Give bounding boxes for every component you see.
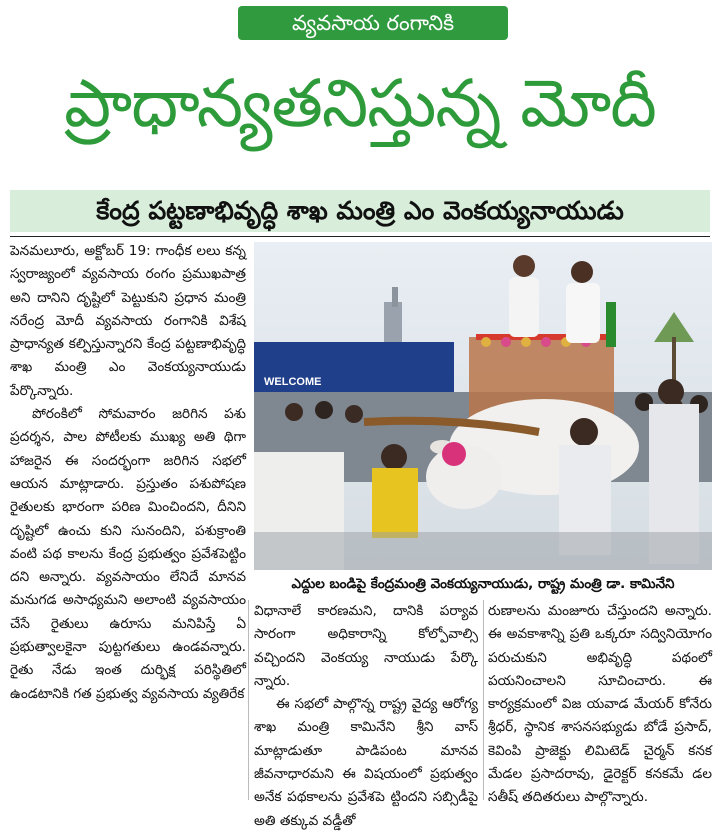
photo-caption: ఎద్దుల బండిపై కేంద్రమంత్రి వెంకయ్యనాయుడు, రాష్ట్ర మంత్రి డా. కామినేని	[291, 576, 675, 592]
article-column-3	[488, 600, 712, 810]
article-column-1	[10, 240, 246, 706]
subheadline: కేంద్ర పట్టణాభివృద్ధి శాఖ మంత్రి ఎం వెంకయ్యనాయుడు	[96, 196, 624, 225]
article-column-2	[254, 600, 478, 833]
column1-paragraph1: పెనమలూరు, అక్టోబర్ 19: గాంధీక లలు కన్న స్వరాజ్యంలో వ్యవసాయ రంగం ప్రముఖపాత్ర అని దానిని దృష్టిలో పెట్టుకుని ప్రధాన మంత్రి నరేంద్ర మోదీ వ్యవసాయ రంగానికి విశేష ప్రాధాన్యత కల్పిస్తున్నారని కేంద్ర పట్టణాభివృద్ధి శాఖ మంత్రి ఎం వెంకయ్యనాయుడు పేర్కొన్నారు.	[10, 243, 246, 399]
column2-paragraph1: విధానాలే కారణమని, దానికి పర్యావ సారంగా అధికారాన్ని కోల్పోవాల్సి వచ్చిందని వెంకయ్య నాయుడు పేర్కొ న్నారు.	[254, 603, 478, 689]
column3-paragraph1: రుణాలను మంజూరు చేస్తుందని అన్నారు. ఈ అవకాశాన్ని ప్రతి ఒక్కరూ సద్వినియోగం పరుచుకుని అభివృద్ధి పథంలో పయనించాలని సూచించారు. ఈ కార్యక్రమంలో విజ యవాడ మేయర్ కోనేరు శ్రీధర్, స్థానిక శాసనసభ్యుడు బోడే ప్రసాద్, కెవింపి ప్రాజెక్టు లిమిటెడ్ చైర్మన్ కనక మేడల ప్రసాదరావు, డైరెక్టర్ కనకమే డల సతీష్ తదితరులు పాల్గొన్నారు.	[488, 603, 712, 806]
section-divider	[10, 236, 710, 237]
kicker-label: వ్యవసాయ రంగానికి	[238, 6, 508, 40]
column-divider	[483, 600, 484, 800]
banner-text: WELCOME	[264, 376, 322, 388]
news-photo	[254, 242, 712, 570]
column2-paragraph2: ఈ సభలో పాల్గొన్న రాష్ట్ర వైద్య ఆరోగ్య శాఖ మంత్రి కామినేని శ్రీని వాస్ మాట్లాడుతూ పాడిపంట మానవ జీవనాధారమని ఈ విషయంలో ప్రభుత్వం అనేక పథకాలను ప్రవేశపె ట్టిందని సబ్సిడీపై అతి తక్కువ వడ్డీతో	[254, 696, 478, 829]
headline: ప్రాధాన్యతనిస్తున్న మోదీ	[64, 65, 656, 142]
column1-paragraph2: పోరంకిలో సోమవారం జరిగిన పశు ప్రదర్శన, పాల పోటీలకు ముఖ్య అతి థిగా హాజరైన ఈ సందర్భంగా జరిగిన సభలో ఆయన మాట్లాడారు. ప్రస్తుతం పశుపోషణ రైతులకు భారంగా పరిణ మించిందని, దీనిని దృష్టిలో ఉంచు కుని సునందిని, పశుక్రాంతి వంటి పథ కాలను కేంద్ర ప్రభుత్వం ప్రవేశపెట్టిం దని అన్నారు. వ్యవసాయం లేనిదే మానవ మనుగడ అసాధ్యమని అలాంటి వ్యవసాయం చేసే రైతులు ఉరూసు మనిపిస్తే ఏ ప్రభుత్వాలకైనా పుట్టగతులు ఉండవన్నారు. రైతు నేడు ఇంత దుర్భిక్ష పరిస్థితిలో ఉండటానికి గత ప్రభుత్వ వ్యవసాయ వ్యతిరేక	[10, 406, 246, 702]
column-divider	[248, 600, 249, 800]
